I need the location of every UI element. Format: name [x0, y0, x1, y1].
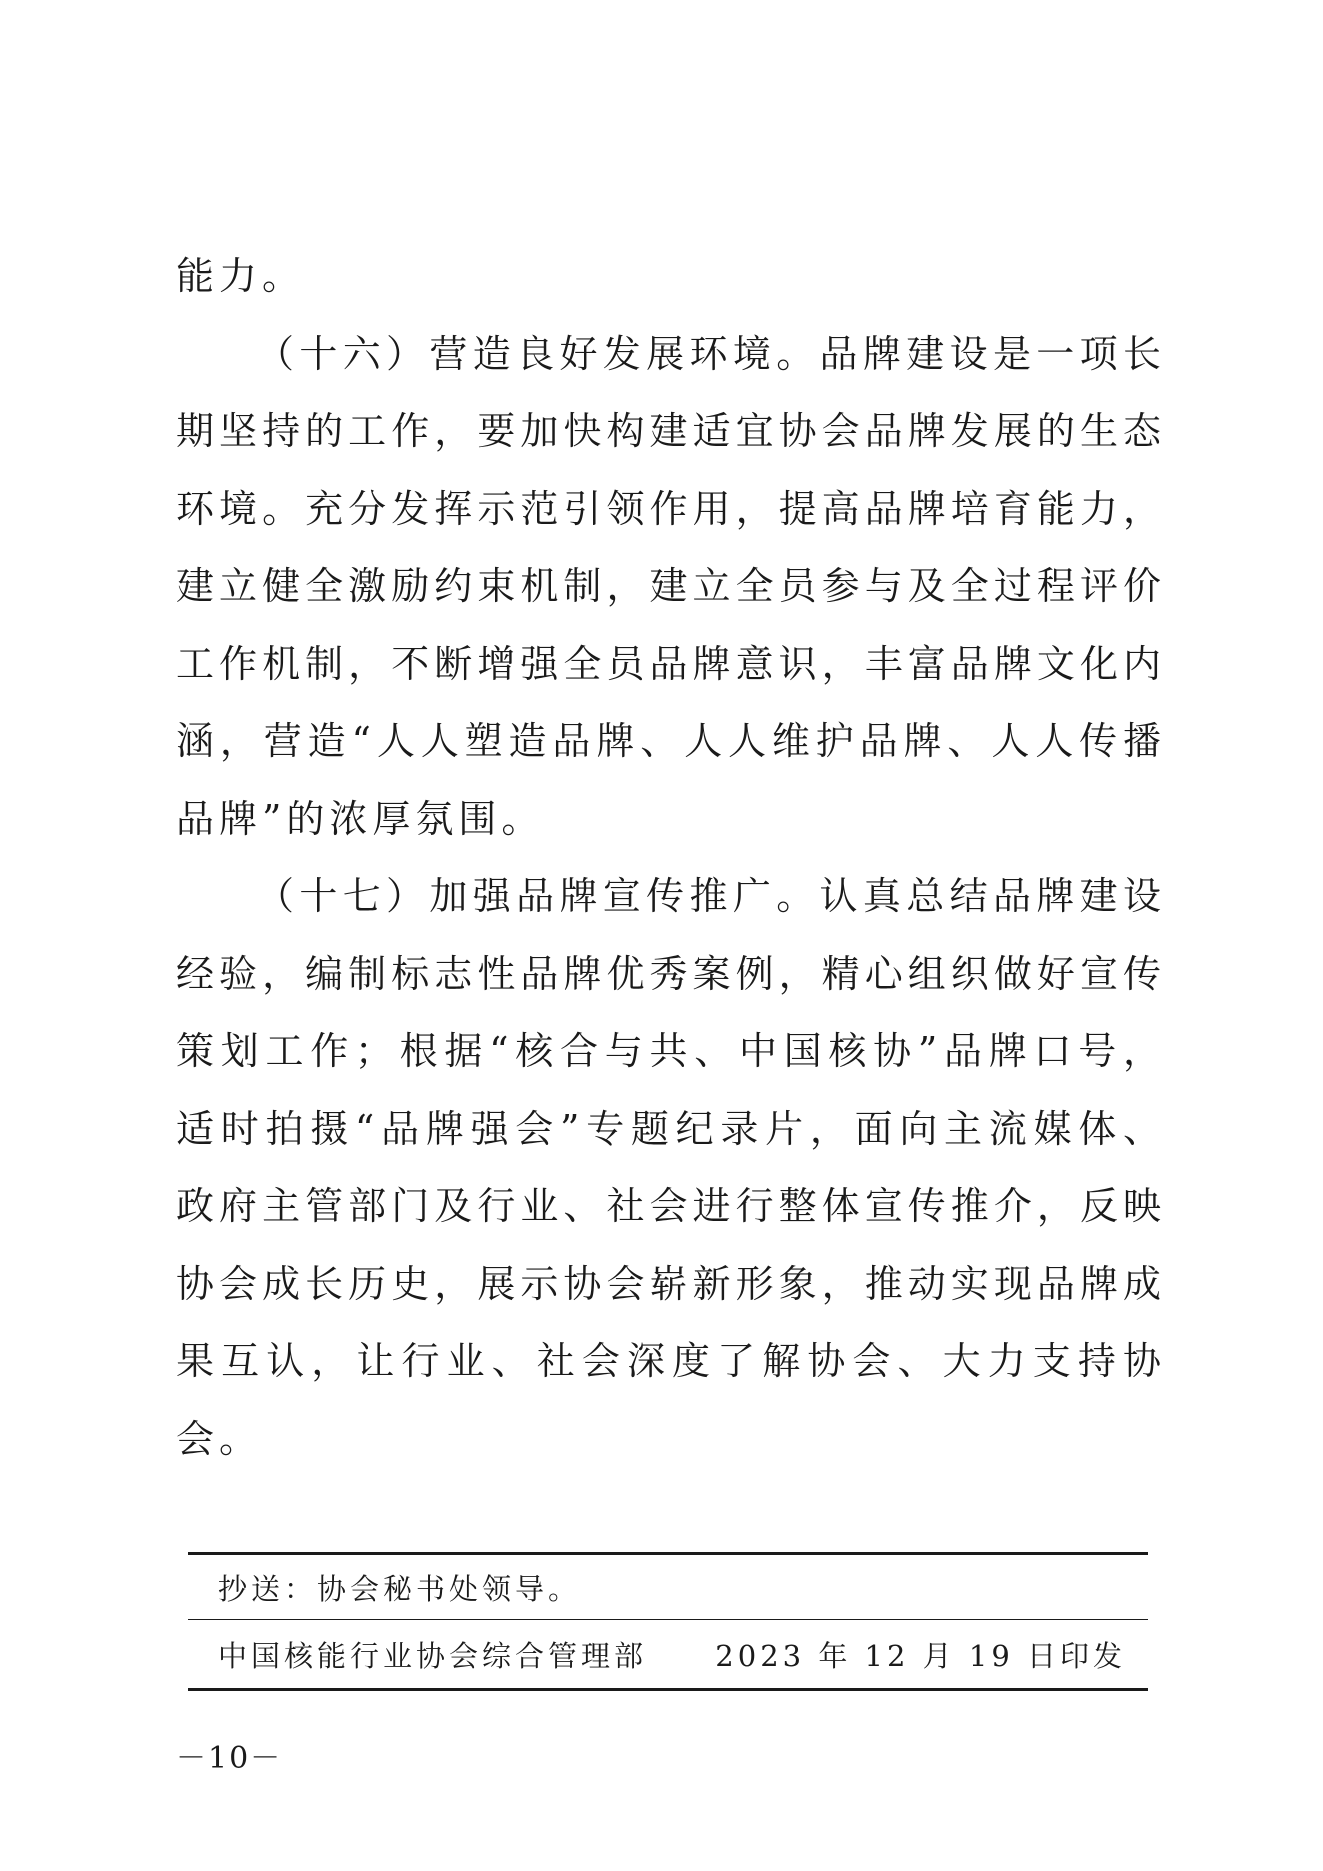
- issuer-line: [188, 1620, 1148, 1688]
- paragraph-17: （十七）加强品牌宣传推广。认真总结品牌建设经验，编制标志性品牌优秀案例，精心组织做好宣传策划工作；根据“核合与共、中国核协”品牌口号，适时拍摄“品牌强会”专题纪录片，面向主流媒体、政府主管部门及行业、社会进行整体宣传推介，反映协会成长历史，展示协会崭新形象，推动实现品牌成果互认，让行业、社会深度了解协会、大力支持协会。: [176, 874, 1166, 1461]
- cc-line: 抄送：协会秘书处领导。: [218, 1571, 582, 1606]
- continuation-line: 能力。: [176, 254, 306, 298]
- issue-date: 2023 年 12 月 19 日印发: [715, 1638, 1126, 1673]
- document-body: [176, 238, 1166, 1478]
- issuer-name: 中国核能行业协会综合管理部: [218, 1638, 648, 1673]
- footer-bottom-rule: [188, 1688, 1148, 1691]
- paragraph-16: （十六）营造良好发展环境。品牌建设是一项长期坚持的工作，要加快构建适宜协会品牌发展的生态环境。充分发挥示范引领作用，提高品牌培育能力，建立健全激励约束机制，建立全员参与及全过程评价工作机制，不断增强全员品牌意识，丰富品牌文化内涵，营造“人人塑造品牌、人人维护品牌、人人传播品牌”的浓厚氛围。: [176, 331, 1166, 841]
- distribution-footer: [188, 1552, 1148, 1691]
- page-number: －10－: [176, 1741, 283, 1776]
